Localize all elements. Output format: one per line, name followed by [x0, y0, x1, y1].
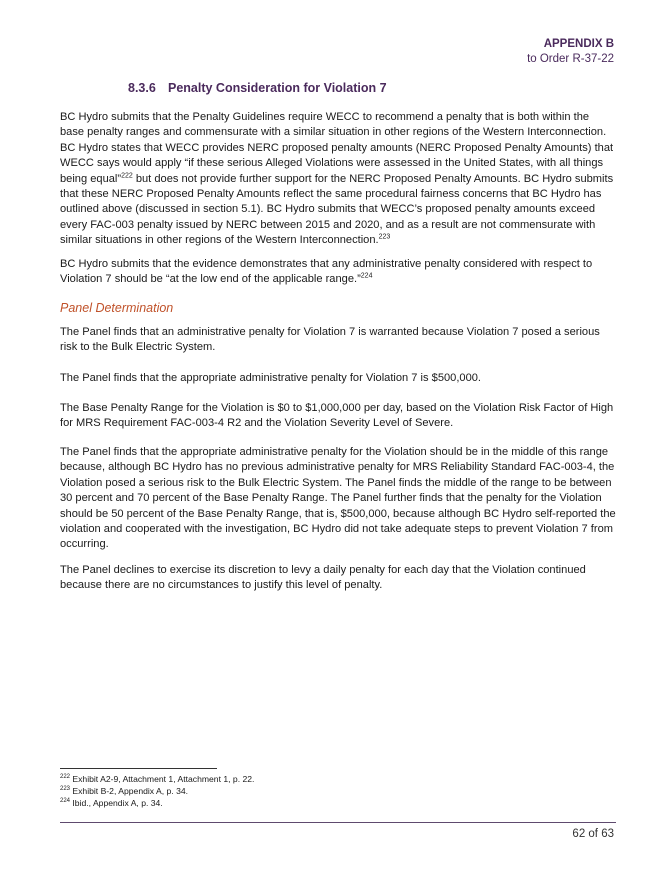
footnote-ref-222[interactable]: 222: [121, 171, 133, 179]
section-title: Penalty Consideration for Violation 7: [168, 81, 387, 95]
panel-paragraph-4-text: The Panel finds that the appropriate administrative penalty for the Violation should be in the middle of this range because, although BC Hydro has no previous administrative penalty for MRS Reliability Standard FAC-003-4, the Violation posed a serious risk to the Bulk Electric System. The Panel finds the middle of the range to be between 30 percent and 70 percent of the Base Penalty Range. The Panel further finds that the penalty for the Violation should be 50 percent of the Base Penalty Range, that is, $500,000, because although BC Hydro self-reported the violation and cooperated with the investigation, BC Hydro did not take adequate steps to prevent Violation 7 from occurring.: [60, 446, 616, 551]
footnote-222: [60, 773, 254, 785]
paragraph-1: [60, 110, 616, 249]
footnote-ref-224[interactable]: 224: [360, 272, 373, 280]
paragraph-2: [60, 257, 616, 288]
panel-determination-heading: Panel Determination: [60, 301, 174, 315]
appendix-header: [527, 37, 614, 67]
order-reference: to Order R-37-22: [527, 53, 614, 65]
footnote-separator: [60, 768, 217, 769]
paragraph-1-part-b: but does not provide further support for the NERC Proposed Penalty Amounts. BC Hydro submits that these NERC Proposed Penalty Amounts reflect the same procedural fairness concerns that BC Hydro has outlined above (discussed in section 5.1). BC Hydro submits that WECC’s proposed penalty amounts exceed every FAC-003 penalty issued by NERC between 2015 and 2020, and as a result are not commensurate with similar situations in other regions of the Western Interconnection.: [60, 172, 614, 247]
panel-paragraph-5: [60, 563, 616, 594]
footnote-number: 223: [60, 786, 71, 793]
footnotes: [60, 773, 254, 809]
panel-paragraph-1-text: The Panel finds that an administrative penalty for Violation 7 is warranted because Violation 7 posed a serious risk to the Bulk Electric System.: [60, 326, 600, 354]
footnote-text: Exhibit B-2, Appendix A, p. 34.: [70, 786, 189, 796]
page-number: 62 of 63: [572, 828, 614, 840]
paragraph-2-text: BC Hydro submits that the evidence demonstrates that any administrative penalty considered with respect to Violation 7 should be “at the low end of the applicable range.”: [60, 258, 593, 286]
section-heading: [128, 81, 387, 95]
section-number: 8.3.6: [128, 81, 156, 95]
appendix-label: APPENDIX B: [543, 38, 614, 50]
panel-paragraph-4: [60, 445, 616, 553]
footer-rule: [60, 822, 616, 823]
panel-paragraph-5-text: The Panel declines to exercise its discretion to levy a daily penalty for each day that the Violation continued because there are no circumstances to justify this level of penalty.: [60, 564, 586, 592]
panel-paragraph-1: [60, 325, 616, 356]
panel-paragraph-3: [60, 401, 616, 432]
footnote-number: 222: [60, 774, 71, 781]
footnote-number: 224: [60, 798, 71, 805]
panel-paragraph-2-text: The Panel finds that the appropriate administrative penalty for Violation 7 is $500,000.: [60, 372, 482, 384]
panel-paragraph-3-text: The Base Penalty Range for the Violation is $0 to $1,000,000 per day, based on the Violation Risk Factor of High for MRS Requirement FAC-003-4 R2 and the Violation Severity Level of Severe.: [60, 402, 614, 430]
footnote-ref-223[interactable]: 223: [378, 233, 391, 241]
footnote-224: [60, 797, 254, 809]
footnote-223: [60, 785, 254, 797]
paragraph-1-part-a: BC Hydro submits that the Penalty Guidelines require WECC to recommend a penalty that is both within the base penalty ranges and commensurate with a similar situation in other regions of the Western Interconnection. BC Hydro states that WECC provides NERC proposed penalty amounts (NERC Proposed Penalty Amounts) that WECC says would apply “if these serious Alleged Violations were assessed in the United States, with all things being equal”: [60, 111, 614, 185]
footnote-text: Exhibit A2-9, Attachment 1, Attachment 1, p. 22.: [70, 774, 255, 784]
footnote-text: Ibid., Appendix A, p. 34.: [70, 798, 163, 808]
panel-paragraph-2: [60, 371, 616, 386]
